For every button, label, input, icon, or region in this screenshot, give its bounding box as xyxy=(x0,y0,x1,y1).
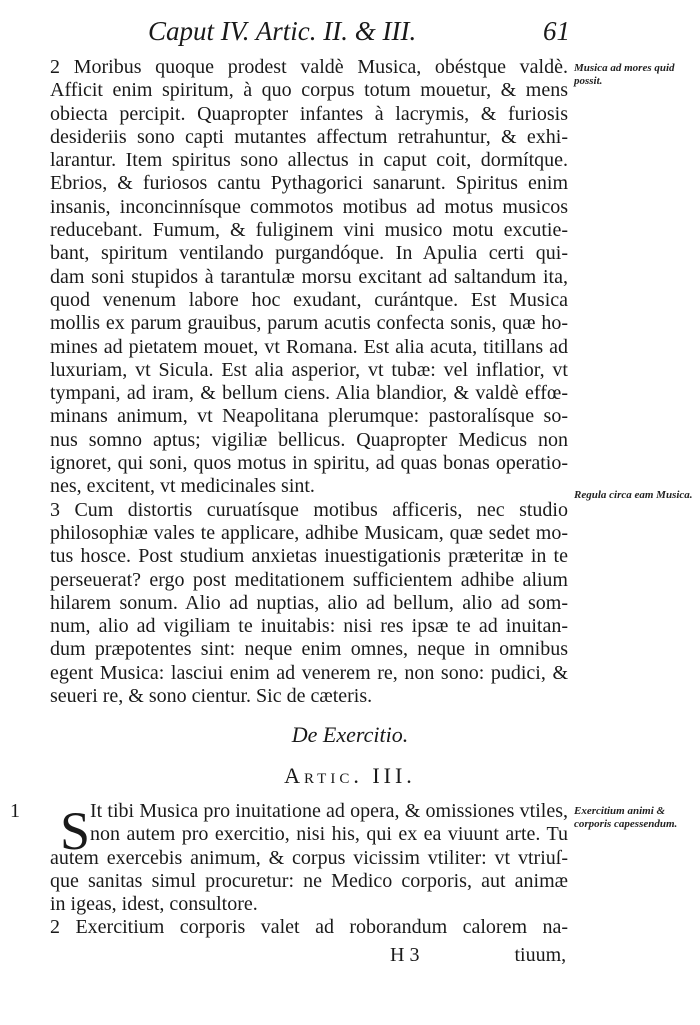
margin-note: Musica ad mores quid possit. xyxy=(574,62,675,87)
text-line: tympani, ad iram, & bellum ciens. Alia blandior, & valdè effœ- xyxy=(50,382,568,405)
text-line: mollis ex parum grauibus, parum acutis confecta sonis, quæ ho- xyxy=(50,312,568,335)
text-line: nes, excitent, vt medicinales sint. xyxy=(50,475,315,498)
text-line: tus hosce. Post studium anxietas inuestigationis præteritæ in te xyxy=(50,545,568,568)
text-line: obiecta percipit. Quapropter infantes à lacrymis, & furiosis xyxy=(50,102,568,125)
paragraph-number: 1 xyxy=(10,800,20,822)
text-line: seueri re, & sono cientur. Sic de cæteris. xyxy=(50,685,373,708)
text-line: in igeas, idest, consultore. xyxy=(50,893,258,916)
article-3-text xyxy=(10,800,568,940)
margin-note: Exercitium animi & corporis capessendum. xyxy=(574,805,678,830)
text-line: 2 Exercitium corporis valet ad roborandum calorem na- xyxy=(50,916,568,939)
section-heading: De Exercitio. xyxy=(291,722,409,747)
drop-cap: S xyxy=(60,801,91,861)
text-line: It tibi Musica pro inuitatione ad opera, & omissiones vtiles, xyxy=(90,800,568,822)
text-line: nus somno aptus; vigiliæ bellicus. Quapropter Medicus non xyxy=(50,428,568,451)
text-line: minans animum, vt Neapolitana plerumque: pastoralísque so- xyxy=(50,405,568,428)
margin-note: Regula circa eam Musica. xyxy=(574,489,693,501)
page-number: 61 xyxy=(543,16,570,46)
text-line: dam soni stupidos à tarantulæ morsu excitant ad saltandum ita, xyxy=(50,265,568,288)
text-line: ignoret, qui soni, quos motus in spiritu, ad quas bonas operatio- xyxy=(50,452,568,475)
text-line: 3 Cum distortis curuatísque motibus afficeris, nec studio xyxy=(50,498,568,521)
text-line: quod venenum labore hoc exudant, curántque. Est Musica xyxy=(50,288,568,311)
text-line: num, alio ad vigiliam te inuitabis: nisi res ipsæ te ad inuitan- xyxy=(50,615,568,638)
text-line: desideriis sono capti mutantes affectum retrahuntur, & exhi- xyxy=(50,125,568,148)
text-line: reducebant. Fumum, & fuliginem vini musico motu excutie- xyxy=(50,219,568,242)
text-line: 2 Moribus quoque prodest valdè Musica, obéstque valdè. xyxy=(50,56,568,78)
text-line: egent Musica: lasciui enim ad venerem re, non sono: pudici, & xyxy=(50,661,568,684)
article-heading: Artic. III. xyxy=(284,763,416,788)
text-line: insanis, inconcinnísque commotos motibus ad motus musicos xyxy=(50,195,568,218)
text-line: philosophiæ vales te applicare, adhibe Musicam, quæ sedet mo- xyxy=(50,521,568,544)
signature-mark: H 3 xyxy=(390,944,420,966)
text-line: hilarem sonum. Alio ad nuptias, alio ad bellum, alio ad som- xyxy=(50,591,568,614)
page-footer xyxy=(390,944,566,967)
text-line: perseuerat? ergo post meditationem sufficientem adhibe alium xyxy=(50,568,568,591)
text-line: bant, spiritum ventilando purgandóque. In Apulia certi qui- xyxy=(50,242,568,265)
text-line: Ebrios, & furiosos cantu Pythagorici sanarunt. Spiritus enim xyxy=(50,172,568,195)
text-line: non autem pro exercitio, nisi his, qui ex ea viuunt arte. Tu xyxy=(90,823,568,846)
text-line: larantur. Item spiritus sono allectus in caput coit, dormítque. xyxy=(50,149,568,172)
text-line: mines ad pietatem mouet, vt Romana. Est alia acuta, titillans ad xyxy=(50,335,568,358)
text-line: autem exercebis animum, & corpus vicissim vtiliter: vt vtriuſ- xyxy=(50,846,568,869)
page-header xyxy=(148,16,578,50)
text-line: que sanitas simul procuretur: ne Medico corporis, aut animæ xyxy=(50,869,568,892)
catchword: tiuum, xyxy=(514,944,567,966)
article-2-text xyxy=(50,56,568,708)
text-line: luxuriam, vt Sicula. Est alia asperior, vt tubæ: vel inflatior, vt xyxy=(50,358,568,381)
text-line: Afficit enim spiritum, à quo corpus totum mouetur, & mens xyxy=(50,79,568,102)
running-head: Caput IV. Artic. II. & III. xyxy=(148,16,417,46)
text-line: dum præpotentes sint: neque enim omnes, neque in omnibus xyxy=(50,638,568,661)
